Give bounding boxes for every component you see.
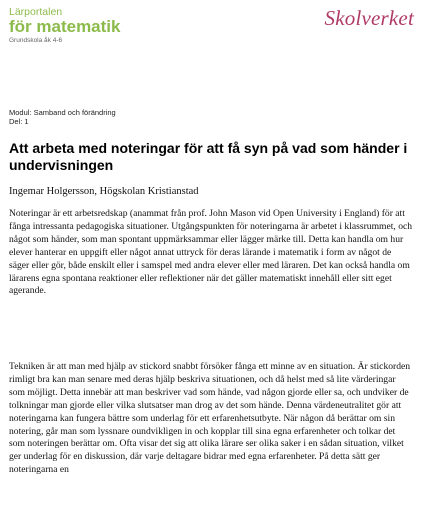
part-label: Del: 1 <box>9 117 29 126</box>
document-title: Att arbeta med noteringar för att få syn på vad som händer i undervisningen <box>9 140 408 173</box>
paragraph-1: Noteringar är ett arbetsredskap (anammat från prof. John Mason vid Open University i England) för att fånga intressanta pedagogiska situationer. Utgångspunkten för noteringarna är arbetet i klassrummet, och något som händer, som man spontant uppmärksammar eller lägger märke till. Detta kan handla om hur elever hanterar en uppgift eller något annat uttryck för deras lärande i matematik i form av något de säger eller gör, både enskilt eller i samspel med andra elever eller med läraren. Det kan också handla om lärarens egna spontana reaktioner eller reflektioner när det gäller matematiskt innehåll eller sitt eget agerande. <box>9 208 413 297</box>
brand-main-text: för matematik <box>9 17 121 36</box>
author-line: Ingemar Holgersson, Högskolan Kristianstad <box>9 186 199 197</box>
document-meta <box>9 108 116 126</box>
paragraph-2: Tekniken är att man med hjälp av stickord snabbt försöker fånga ett minne av en situation. Är stickorden rimligt bra kan man senare med deras hjälp beskriva situationen, och då helst med så lite värderingar som möjligt. Detta innebär att man beskriver vad som hände, vad någon gjorde eller sa, och undviker de tolkningar man gjorde eller vilka slutsatser man drog av det som hände. Denna värdeneutralitet gör att noteringarna kan fungera bättre som underlag för ett erfarenhetsutbyte. När någon då berättar om sin notering, går man som lyssnare oundvikligen in och kopplar till sina egna erfarenheter och tolkar det som noteringen berättar om. Ofta visar det sig att olika lärare ser olika saker i en sådan situation, vilket ger underlag för en diskussion, där varje deltagare bidrar med egna erfarenheter. På detta sätt ger noteringarna en <box>9 361 411 476</box>
module-label: Modul: Samband och förändring <box>9 108 116 117</box>
lararportalen-brand[interactable] <box>9 7 120 45</box>
brand-grade-text: Grundskola åk 4-6 <box>9 37 63 44</box>
brand-top-text: Lärportalen <box>9 6 63 18</box>
skolverket-logo[interactable]: Skolverket <box>324 6 414 30</box>
